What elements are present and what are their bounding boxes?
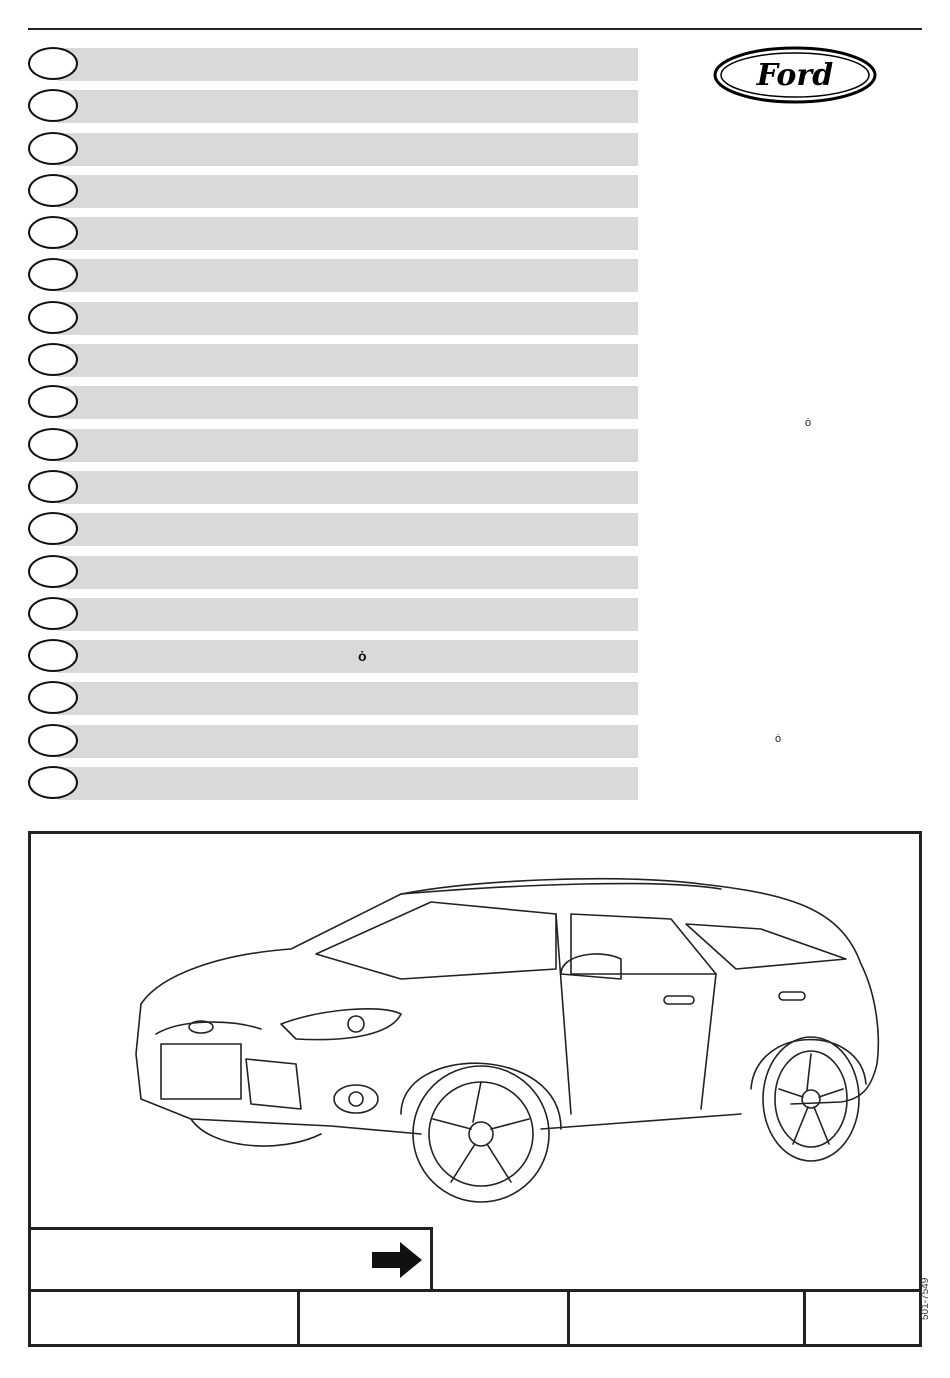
language-bar [58, 725, 638, 758]
language-row [28, 88, 640, 130]
language-badge [28, 597, 78, 630]
language-row [28, 680, 640, 722]
language-badge [28, 47, 78, 80]
language-row [28, 300, 640, 342]
language-bar [58, 429, 638, 462]
language-bar [58, 513, 638, 546]
language-row [28, 215, 640, 257]
language-badge [28, 343, 78, 376]
language-badge [28, 766, 78, 799]
language-badge [28, 724, 78, 757]
language-bar [58, 217, 638, 250]
language-bar [58, 386, 638, 419]
language-row [28, 596, 640, 638]
language-row [28, 765, 640, 807]
language-row [28, 46, 640, 88]
language-badge [28, 132, 78, 165]
vehicle-drawing [101, 864, 881, 1224]
language-row [28, 723, 640, 765]
language-bar [58, 767, 638, 800]
language-bar [58, 640, 638, 673]
language-row [28, 173, 640, 215]
top-rule [28, 28, 922, 30]
cell-divider [297, 1292, 300, 1344]
language-text: ȯ [358, 648, 367, 665]
language-bar [58, 682, 638, 715]
language-row [28, 469, 640, 511]
language-badge [28, 555, 78, 588]
language-list [28, 46, 640, 807]
side-note-2: ȯ [775, 733, 782, 745]
language-row [28, 554, 640, 596]
language-bar [58, 471, 638, 504]
side-note-1: ȯ [805, 417, 812, 429]
cell-divider [567, 1292, 570, 1344]
language-row [28, 511, 640, 553]
language-row [28, 384, 640, 426]
language-row [28, 638, 640, 680]
document-number: 501-7549 [920, 1277, 931, 1320]
language-badge [28, 174, 78, 207]
language-bar [58, 259, 638, 292]
footer-table-row [31, 1289, 919, 1344]
language-bar [58, 598, 638, 631]
cell-divider [803, 1292, 806, 1344]
language-bar [58, 90, 638, 123]
language-bar [58, 48, 638, 81]
language-badge [28, 301, 78, 334]
language-bar [58, 556, 638, 589]
language-row [28, 257, 640, 299]
language-bar [58, 175, 638, 208]
arrow-right-icon [372, 1242, 422, 1278]
language-badge [28, 470, 78, 503]
language-badge [28, 216, 78, 249]
language-badge [28, 428, 78, 461]
instruction-note-box [31, 1227, 433, 1289]
vehicle-figure-panel [28, 831, 922, 1347]
language-row [28, 131, 640, 173]
ford-logo-text: Ford [756, 58, 834, 93]
ford-logo [713, 46, 877, 104]
language-row [28, 427, 640, 469]
language-badge [28, 639, 78, 672]
language-bar [58, 344, 638, 377]
language-row [28, 342, 640, 384]
language-bar [58, 302, 638, 335]
language-bar [58, 133, 638, 166]
